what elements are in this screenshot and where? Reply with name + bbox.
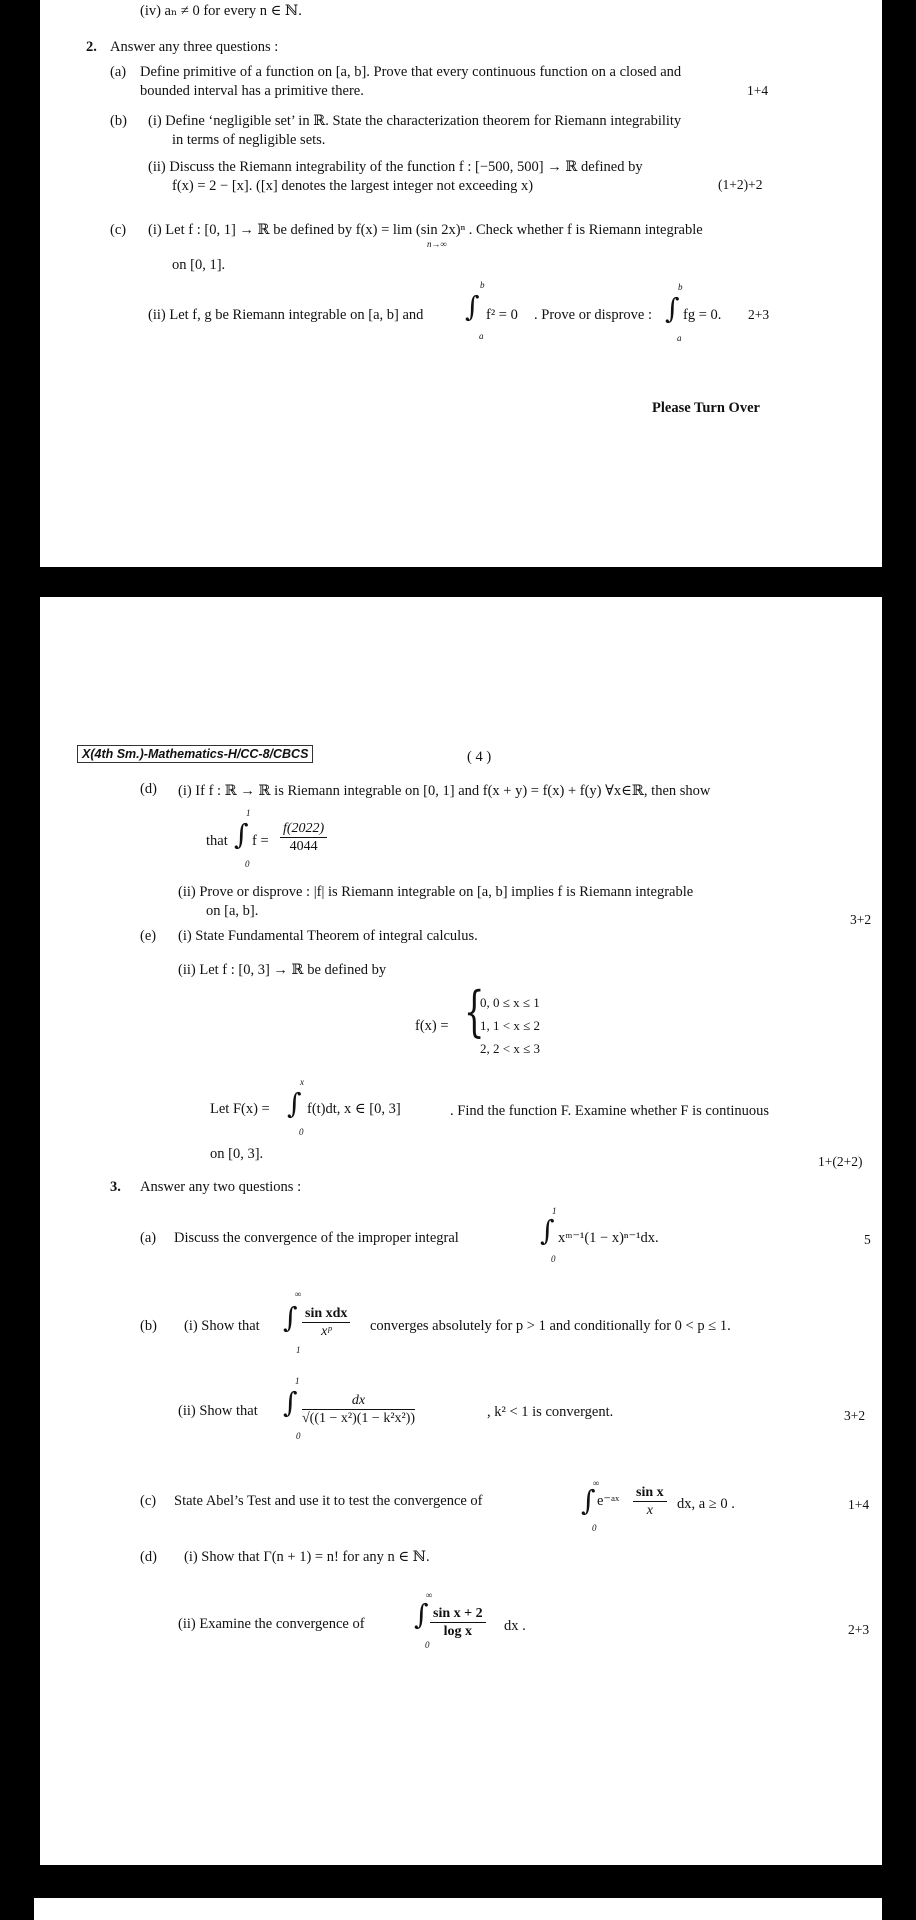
q2c-i-line2: on [0, 1]. [172, 257, 226, 273]
q3a-integrand: xᵐ⁻¹(1 − x)ⁿ⁻¹dx. [558, 1230, 659, 1246]
paper-header: X(4th Sm.)-Mathematics-H/CC-8/CBCS [77, 745, 313, 763]
d-ii-line2: on [a, b]. [206, 903, 259, 919]
q3a-label: (a) [140, 1230, 157, 1246]
e-int-upper: x [300, 1077, 304, 1087]
e-i-text: (i) State Fundamental Theorem of integral calculus. [178, 928, 478, 944]
q3c-frac-num: sin x [633, 1484, 667, 1502]
q3b-i-post: converges absolutely for p > 1 and conditionally for 0 < p ≤ 1. [370, 1318, 731, 1334]
d-fraction [280, 820, 327, 855]
q3d-upper: ∞ [426, 1590, 433, 1600]
e-ii-text: (ii) Let f : [0, 3] → ℝ be defined by [178, 962, 387, 978]
q3a-upper: 1 [552, 1206, 557, 1216]
q3a-text: Discuss the convergence of the improper integral [174, 1230, 459, 1246]
exam-page-four [40, 597, 882, 1865]
q2a-label: (a) [110, 64, 127, 80]
q3a-marks: 5 [864, 1232, 871, 1247]
q3d-marks: 2+3 [848, 1622, 870, 1637]
q3d-ii-pre: (ii) Examine the convergence of [178, 1616, 365, 1632]
e-case1: 0, 0 ≤ x ≤ 1 [480, 995, 540, 1010]
q3b-i-upper: ∞ [295, 1289, 302, 1299]
q2c-int2-upper: b [678, 282, 683, 292]
q2b-label: (b) [110, 113, 127, 129]
q2-heading: Answer any three questions : [110, 39, 279, 55]
q3b-ii-upper: 1 [295, 1376, 300, 1386]
d-int-upper: 1 [246, 808, 251, 818]
page-number: ( 4 ) [467, 749, 492, 765]
d-f-eq: f = [252, 833, 269, 849]
d-int-lower: 0 [245, 859, 250, 869]
integral-sign-icon: ∫ [414, 1598, 429, 1631]
q3b-ii-lower: 0 [296, 1431, 301, 1441]
brace-icon: { [463, 980, 485, 1043]
integral-sign-icon: ∫ [234, 818, 249, 851]
q2b-ii-line1: (ii) Discuss the Riemann integrability of the function f : [−500, 500] → ℝ defined by [148, 159, 643, 175]
integral-sign-icon: ∫ [540, 1214, 555, 1247]
integral-sign-icon: ∫ [465, 290, 480, 323]
e-let-pre: Let F(x) = [210, 1101, 270, 1117]
q2b-marks: (1+2)+2 [718, 177, 763, 192]
q3b-ii-num: dx [302, 1392, 415, 1410]
e-case2: 1, 1 < x ≤ 2 [480, 1018, 540, 1033]
q2-number: 2. [86, 39, 97, 55]
e-case3: 2, 2 < x ≤ 3 [480, 1041, 540, 1056]
q3d-frac-num: sin x + 2 [430, 1605, 486, 1623]
q3b-ii-pre: (ii) Show that [178, 1403, 258, 1419]
q3d-frac-den: log x [443, 1624, 472, 1639]
d-marks: 3+2 [850, 912, 872, 927]
d-that: that [206, 833, 228, 849]
e-fx: f(x) = [415, 1018, 449, 1034]
exam-page-top [40, 0, 882, 567]
q2a-line2: bounded interval has a primitive there. [140, 83, 364, 99]
q2c-lim-sub: n→∞ [427, 239, 447, 249]
q3c-lower: 0 [592, 1523, 597, 1533]
q3d-fraction [430, 1605, 486, 1640]
q1-iv-text: (iv) aₙ ≠ 0 for every n ∈ ℕ. [140, 3, 302, 19]
q3c-integrand-pre: e⁻ᵃˣ [597, 1493, 620, 1509]
q2a-line1: Define primitive of a function on [a, b]. Prove that every continuous function on a closed and [140, 64, 682, 80]
q3b-label: (b) [140, 1318, 157, 1334]
q2b-i-line2: in terms of negligible sets. [172, 132, 326, 148]
q2c-int1: f² = 0 [486, 307, 518, 323]
integral-sign-icon: ∫ [665, 292, 680, 325]
d-ii-line1: (ii) Prove or disprove : |f| is Riemann integrable on [a, b] implies f is Riemann integrable [178, 884, 694, 900]
q3d-ii-post: dx . [504, 1618, 526, 1634]
q3d-i-text: (i) Show that Γ(n + 1) = n! for any n ∈ ℕ. [184, 1549, 430, 1565]
q3b-i-pre: (i) Show that [184, 1318, 260, 1334]
integral-sign-icon: ∫ [581, 1484, 596, 1517]
q2a-marks: 1+4 [747, 83, 769, 98]
q2c-ii-pre: (ii) Let f, g be Riemann integrable on [a, b] and [148, 307, 424, 323]
q3b-marks: 3+2 [844, 1408, 866, 1423]
q3c-text: State Abel’s Test and use it to test the convergence of [174, 1493, 483, 1509]
e-label: (e) [140, 928, 157, 944]
q3a-lower: 0 [551, 1254, 556, 1264]
q3b-i-lower: 1 [296, 1345, 301, 1355]
q3c-marks: 1+4 [848, 1497, 870, 1512]
q2c-marks: 2+3 [748, 307, 770, 322]
q3c-fraction [633, 1484, 667, 1519]
integral-sign-icon: ∫ [283, 1386, 298, 1419]
q3c-upper: ∞ [593, 1478, 600, 1488]
e-int-lower: 0 [299, 1127, 304, 1137]
integral-sign-icon: ∫ [283, 1301, 298, 1334]
q2b-ii-line2: f(x) = 2 − [x]. ([x] denotes the largest integer not exceeding x) [172, 178, 534, 194]
q3b-ii-den: √((1 − x²)(1 − k²x²)) [302, 1411, 416, 1426]
integral-sign-icon: ∫ [287, 1087, 302, 1120]
d-frac-num: f(2022) [280, 820, 327, 838]
q2c-i-text: (i) Let f : [0, 1] → ℝ be defined by f(x) = lim (sin 2x)ⁿ . Check whether f is Riemann integrable [148, 222, 703, 238]
q3b-i-fraction [302, 1305, 350, 1340]
q3d-lower: 0 [425, 1640, 430, 1650]
q3b-ii-post: , k² < 1 is convergent. [487, 1404, 614, 1420]
q3b-ii-fraction [302, 1392, 415, 1427]
q3c-frac-den: x [646, 1503, 653, 1518]
q2c-int2-lower: a [677, 333, 682, 343]
q3-heading: Answer any two questions : [140, 1179, 302, 1195]
q2c-int1-lower: a [479, 331, 484, 341]
d-i-text: (i) If f : ℝ → ℝ is Riemann integrable on [0, 1] and f(x + y) = f(x) + f(y) ∀x∈ℝ, then show [178, 783, 711, 799]
q2c-ii-mid: . Prove or disprove : [534, 307, 652, 323]
e-last-line: on [0, 3]. [210, 1146, 264, 1162]
turn-over-text: Please Turn Over [652, 400, 760, 416]
q3b-i-num: sin xdx [302, 1305, 350, 1323]
q2c-int2: fg = 0. [683, 307, 722, 323]
q2b-i-line1: (i) Define ‘negligible set’ in ℝ. State the characterization theorem for Riemann integrability [148, 113, 682, 129]
d-label: (d) [140, 781, 157, 797]
exam-page-next [34, 1898, 882, 1920]
q3-number: 3. [110, 1179, 121, 1195]
q3b-i-den: xᵖ [321, 1324, 332, 1339]
q2c-int1-upper: b [480, 280, 485, 290]
q3c-label: (c) [140, 1493, 157, 1509]
e-let-int: f(t)dt, x ∈ [0, 3] [307, 1101, 401, 1117]
e-marks: 1+(2+2) [818, 1154, 863, 1169]
d-frac-den: 4044 [289, 839, 318, 854]
q3c-integrand-post: dx, a ≥ 0 . [677, 1496, 735, 1512]
q3d-label: (d) [140, 1549, 157, 1565]
q2c-label: (c) [110, 222, 127, 238]
e-let-post: . Find the function F. Examine whether F is continuous [450, 1103, 770, 1119]
